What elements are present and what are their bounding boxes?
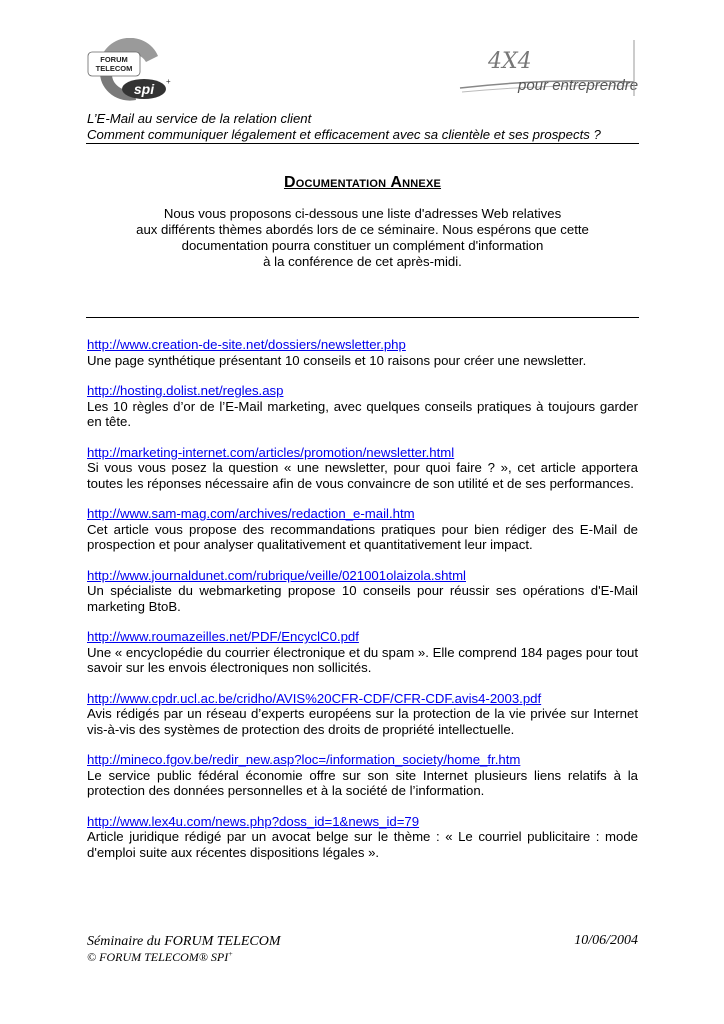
svg-text:+: +: [166, 77, 171, 86]
seminar-subtitle: [87, 111, 639, 143]
resource-description: Une « encyclopédie du courrier électronique et du spam ». Elle comprend 184 pages pour tout savoir sur les envois électroniques non sollicités.: [87, 644, 638, 675]
resource-link[interactable]: http://www.sam-mag.com/archives/redaction_e-mail.htm: [87, 506, 415, 521]
link-list: [87, 337, 638, 875]
resource-link[interactable]: http://www.creation-de-site.net/dossiers/newsletter.php: [87, 337, 406, 352]
list-item: [87, 752, 638, 799]
resource-description: Les 10 règles d’or de l’E-Mail marketing, avec quelques conseils pratiques à toujours garder en tête.: [87, 398, 638, 429]
resource-link[interactable]: http://www.journaldunet.com/rubrique/veille/021001olaizola.shtml: [87, 567, 466, 583]
list-item: [87, 568, 638, 615]
resource-description: Le service public fédéral économie offre sur son site Internet plusieurs liens relatifs à la protection des données personnelles et à la société de l’information.: [87, 767, 638, 798]
subtitle-line-2: Comment communiquer légalement et efficacement avec sa clientèle et ses prospects ?: [87, 127, 601, 142]
resource-link[interactable]: http://www.roumazeilles.net/PDF/EncyclC0.pdf: [87, 629, 359, 644]
svg-text:TELECOM: TELECOM: [95, 64, 133, 73]
resource-link[interactable]: http://hosting.dolist.net/regles.asp: [87, 383, 284, 398]
resource-link[interactable]: http://marketing-internet.com/articles/promotion/newsletter.html: [87, 444, 455, 460]
intro-line: aux différents thèmes abordés lors de ce séminaire. Nous espérons que cette: [136, 222, 589, 237]
list-item: [87, 383, 638, 430]
svg-text:4X4: 4X4: [488, 49, 532, 74]
copyright-sup: +: [228, 950, 233, 958]
4x4-logo: [456, 38, 638, 100]
svg-text:FORUM: FORUM: [100, 55, 128, 64]
list-item: [87, 691, 638, 738]
resource-link[interactable]: http://www.lex4u.com/news.php?doss_id=1&news_id=79: [87, 813, 420, 829]
intro-line: documentation pourra constituer un complément d'information: [181, 238, 544, 253]
subtitle-line-1: L’E-Mail au service de la relation client: [87, 111, 312, 126]
resource-description: Si vous vous posez la question « une newsletter, pour quoi faire ? », cet article apportera toutes les réponses nécessaire afin de vous convaincre de son utilité et de ses performances.: [87, 460, 638, 491]
resource-description: Une page synthétique présentant 10 conseils et 10 raisons pour créer une newsletter.: [87, 352, 587, 368]
resource-description: Un spécialiste du webmarketing propose 10 conseils pour réussir ses opérations d'E-Mail marketing BtoB.: [87, 583, 638, 614]
list-item: [87, 629, 638, 676]
copyright-text: © FORUM TELECOM® SPI: [87, 950, 229, 964]
list-item: [87, 445, 638, 492]
list-item: [87, 337, 638, 368]
resource-link[interactable]: http://mineco.fgov.be/redir_new.asp?loc=/information_society/home_fr.htm: [87, 752, 521, 767]
document-title: Documentation Annexe: [283, 174, 442, 191]
intro-divider: [86, 317, 639, 318]
list-item: [87, 506, 638, 553]
resource-description: Article juridique rédigé par un avocat belge sur le thème : « Le courriel publicitaire : mode d'emploi suite aux récentes dispositions légales ».: [87, 829, 638, 860]
svg-text:spi: spi: [133, 81, 155, 97]
svg-text:pour entreprendre: pour entreprendre: [518, 77, 638, 94]
footer-seminar: Séminaire du FORUM TELECOM: [87, 934, 281, 949]
intro-line: à la conférence de cet après-midi.: [263, 254, 462, 269]
header-divider: [86, 143, 639, 144]
forum-telecom-logo: [86, 38, 172, 104]
resource-link[interactable]: http://www.cpdr.ucl.ac.be/cridho/AVIS%20CFR-CDF/CFR-CDF.avis4-2003.pdf: [87, 690, 542, 706]
footer-date: 10/06/2004: [574, 933, 638, 948]
footer-copyright: [87, 950, 233, 965]
resource-description: Cet article vous propose des recommandations pratiques pour bien rédiger des E-Mail de prospection et pour analyser qualitativement et quantitativement leur impact.: [87, 521, 638, 552]
intro-paragraph: [120, 206, 605, 270]
list-item: [87, 814, 638, 861]
resource-description: Avis rédigés par un réseau d’experts européens sur la protection de la vie privée sur Internet vis-à-vis des systèmes de protection des droits de propriété intellectuelle.: [87, 706, 638, 737]
intro-line: Nous vous proposons ci-dessous une liste d'adresses Web relatives: [163, 206, 562, 221]
